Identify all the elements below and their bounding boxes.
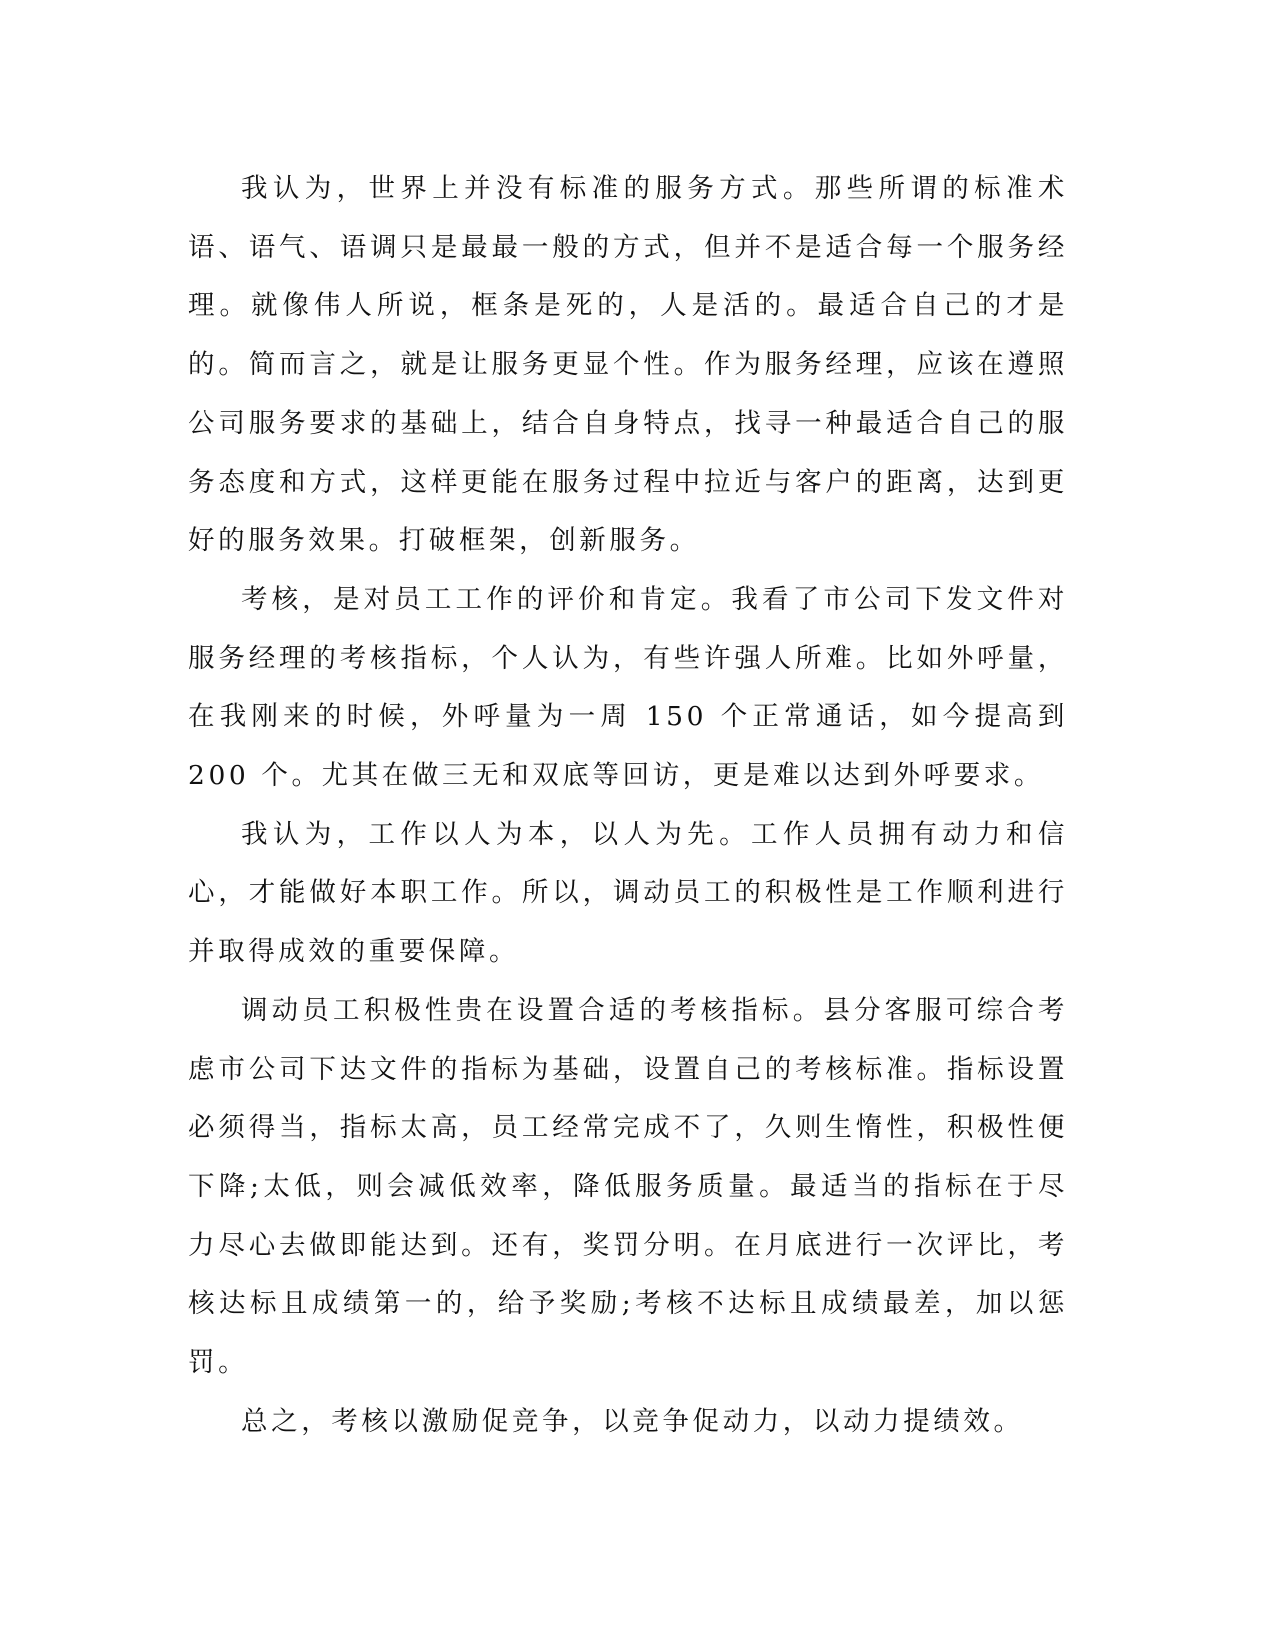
paragraph-2: 考核，是对员工工作的评价和肯定。我看了市公司下发文件对服务经理的考核指标，个人认为，有些许强人所难。比如外呼量，在我刚来的时候，外呼量为一周 150 个正常通话，如今提高到 200 个。尤其在做三无和双底等回访，更是难以达到外呼要求。 (188, 583, 1068, 792)
paragraph-5: 总之，考核以激励促竞争，以竞争促动力，以动力提绩效。 (241, 1405, 1024, 1437)
paragraph-4: 调动员工积极性贵在设置合适的考核指标。县分客服可综合考虑市公司下达文件的指标为基础，设置自己的考核标准。指标设置必须得当，指标太高，员工经常完成不了，久则生惰性，积极性便下降;太低，则会减低效率，降低服务质量。最适当的指标在于尽力尽心去做即能达到。还有，奖罚分明。在月底进行一次评比，考核达标且成绩第一的，给予奖励;考核不达标且成绩最差，加以惩罚。 (188, 994, 1068, 1379)
paragraph-3: 我认为，工作以人为本，以人为先。工作人员拥有动力和信心，才能做好本职工作。所以，调动员工的积极性是工作顺利进行并取得成效的重要保障。 (188, 818, 1068, 968)
document-body (188, 160, 1068, 1451)
paragraph-1: 我认为，世界上并没有标准的服务方式。那些所谓的标准术语、语气、语调只是最最一般的方式，但并不是适合每一个服务经理。就像伟人所说，框条是死的，人是活的。最适合自己的才是的。简而言之，就是让服务更显个性。作为服务经理，应该在遵照公司服务要求的基础上，结合自身特点，找寻一种最适合自己的服务态度和方式，这样更能在服务过程中拉近与客户的距离，达到更好的服务效果。打破框架，创新服务。 (188, 173, 1068, 557)
